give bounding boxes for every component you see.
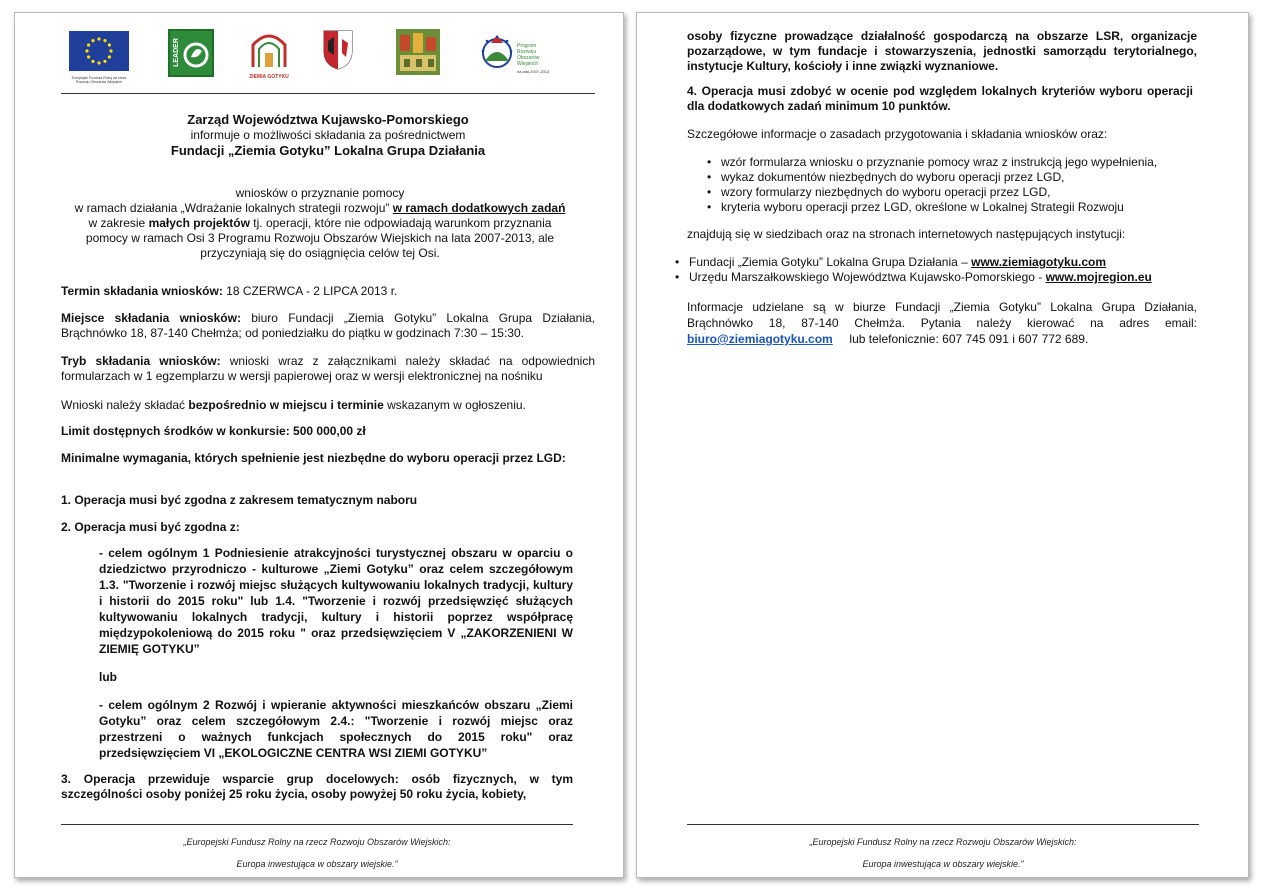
institutions-list	[671, 255, 1197, 285]
intro-scope-desc: tj. operacji, które nie odpowiadają warunkom przyznania	[253, 216, 552, 230]
info-intro: Szczegółowe informacje o zasadach przygotowania i składania wniosków oraz:	[687, 127, 1108, 141]
header-rule	[61, 93, 595, 94]
leader-logo-text: LEADER	[172, 38, 180, 67]
ziemiagotyku-link[interactable]: www.ziemiagotyku.com	[971, 255, 1107, 269]
document-page-2	[636, 12, 1249, 878]
ziemia-gotyku-logo-text: ZIEMIA GOTYKU	[249, 74, 289, 80]
intro-line-1: wniosków o przyznanie pomocy	[235, 186, 405, 200]
header-organization: Fundacji „Ziemia Gotyku” Lokalna Grupa Działania	[170, 143, 486, 158]
miejsce-paragraph	[61, 311, 595, 341]
eu-flag-logo	[69, 31, 129, 84]
requirement-1: 1. Operacja musi być zgodna z zakresem tematycznym naboru	[61, 493, 418, 507]
materials-list-item: • wykaz dokumentów niezbędnych do wyboru operacji przez LGD,	[703, 170, 1197, 185]
intro-line-2	[45, 201, 595, 216]
termin-label: Termin składania wniosków:	[61, 284, 223, 298]
tryb-paragraph	[61, 354, 595, 384]
intro-scope-label: w zakresie	[88, 216, 146, 230]
intro-small-projects: małych projektów	[148, 216, 250, 230]
institution-1-name: Fundacji „Ziemia Gotyku” Lokalna Grupa Działania –	[689, 255, 968, 269]
contact-text: Informacje udzielane są w biurze Fundacji „Ziemia Gotyku” Lokalna Grupa Działania, Brąchnówko 18, 87-140 Chełmża. Pytania należy kierować na adres email:	[687, 300, 1197, 330]
requirement-3-continued: osoby fizyczne prowadzące działalność gospodarczą na obszarze LSR, organizacje pozarządowe, w tym fundacje i stowarzyszenia, jednostki samorządu terytorialnego, instytucje Kultury, kościoły i inne związki wyznaniowe.	[687, 29, 1197, 73]
goal-1: - celem ogólnym 1 Podniesienie atrakcyjności turystycznej obszaru w oparciu o dziedzictwo przyrodniczo - kulturowe „Ziemi Gotyku” oraz celem szczegółowym 1.3. "Tworzenie i rozwój miejsc służących kultywowaniu lokalnych tradycji, kultury i historii do 2015 roku" lub 1.4. "Tworzenie i rozwój przedsięwzięć służących kultywowaniu lokalnych tradycji, kultury i historii poprzez współpracę międzypokoleniową do 2015 roku " oraz przedsięwzięciem V „ZAKORZENIENI W ZIEMIĘ GOTYKU”	[99, 546, 573, 656]
intro-additional-tasks: w ramach dodatkowych zadań	[392, 201, 566, 215]
footer	[61, 837, 573, 869]
footer-line-2: Europa inwestująca w obszary wiejskie.”	[236, 859, 398, 869]
prow-logo-years: na lata 2007-2013	[517, 69, 550, 74]
requirement-3: 3. Operacja przewiduje wsparcie grup docelowych: osób fizycznych, w tym szczególności osoby poniżej 25 roku życia, osoby powyżej 50 roku życia, kobiety,	[61, 772, 573, 801]
header-subtitle: informuje o możliwości składania za pośrednictwem	[190, 128, 466, 142]
tryb-value: wnioski wraz z załącznikami należy składać na odpowiednich formularzach w 1 egzemplarzu w wersji papierowej oraz w wersji elektronicznej na nośniku	[61, 354, 596, 383]
voivodeship-coat-of-arms	[322, 29, 354, 73]
min-requirements: Minimalne wymagania, których spełnienie jest niezbędne do wyboru operacji przez LGD:	[61, 451, 566, 465]
miejsce-value: biuro Fundacji „Ziemia Gotyku” Lokalna Grupa Działania, Brąchnówko 18, 87-140 Chełmża; od poniedziałku do piątku w godzinach 7:30 – 15:30.	[61, 311, 596, 340]
region-building-logo	[396, 29, 440, 75]
goal-2: - celem ogólnym 2 Rozwój i wpieranie aktywności mieszkańców obszaru „Ziemi Gotyku” oraz celem szczegółowym 2.4.: "Tworzenie i rozwój miejsc oraz przestrzeni o ważnych funkcjach społecznych do 2015 roku" oraz przedsięwzięciem VI „EKOLOGICZNE CENTRA WSI ZIEMI GOTYKU”	[99, 698, 573, 760]
prow-program-logo	[477, 29, 551, 77]
wnioski-text-c: wskazanym w ogłoszeniu.	[387, 398, 526, 412]
wnioski-text-a: Wnioski należy składać	[61, 398, 186, 412]
wnioski-paragraph	[61, 398, 595, 413]
located-at: znajdują się w siedzibach oraz na stronach internetowych następujących instytucji:	[687, 227, 1126, 241]
footer-line-2: Europa inwestująca w obszary wiejskie.”	[862, 859, 1024, 869]
document-page-1	[14, 12, 624, 878]
institution-2-name: Urzędu Marszałkowskiego Województwa Kujawsko-Pomorskiego -	[689, 270, 1043, 284]
institution-item	[671, 255, 1197, 270]
footer-line-1: „Europejski Fundusz Rolny na rzecz Rozwoju Obszarów Wiejskich:	[809, 837, 1077, 847]
materials-list-item: • wzór formularza wniosku o przyznanie pomocy wraz z instrukcją jego wypełnienia,	[703, 155, 1197, 170]
miejsce-label: Miejsce składania wniosków:	[61, 311, 241, 325]
footer-rule	[687, 824, 1199, 825]
termin-value: 18 CZERWCA - 2 LIPCA 2013 r.	[226, 284, 398, 298]
requirement-2: 2. Operacja musi być zgodna z:	[61, 520, 240, 534]
tryb-label: Tryb składania wniosków:	[61, 354, 221, 368]
goal-or: lub	[99, 670, 117, 684]
contact-paragraph	[687, 299, 1197, 347]
materials-list	[703, 155, 1197, 215]
materials-list-item: • kryteria wyboru operacji przez LGD, określone w Lokalnej Strategii Rozwoju	[703, 200, 1197, 215]
intro-line-5: przyczyniają się do osiągnięcia celów tej Osi.	[200, 246, 440, 260]
mojregion-link[interactable]: www.mojregion.eu	[1045, 270, 1152, 284]
limit-paragraph: Limit dostępnych środków w konkursie: 500 000,00 zł	[61, 424, 366, 438]
requirement-4: 4. Operacja musi zdobyć w ocenie pod względem lokalnych kryteriów wyboru operacji dla dodatkowych zadań minimum 10 punktów.	[687, 84, 1193, 113]
intro-action-name: w ramach działania „Wdrażanie lokalnych strategii rozwoju”	[74, 201, 390, 215]
wnioski-text-b: bezpośrednio w miejscu i terminie	[188, 398, 384, 412]
materials-list-item: • wzory formularzy niezbędnych do wyboru operacji przez LGD,	[703, 185, 1197, 200]
leader-logo	[168, 29, 214, 77]
footer-rule	[61, 824, 573, 825]
eu-logo-caption: Europejski Fundusz Rolny na rzecz Rozwoju Obszarów Wiejskich	[71, 76, 127, 84]
ziemia-gotyku-logo	[247, 31, 291, 80]
intro-line-3	[45, 216, 595, 231]
footer	[687, 837, 1199, 869]
termin-paragraph	[61, 284, 595, 299]
footer-line-1: „Europejski Fundusz Rolny na rzecz Rozwoju Obszarów Wiejskich:	[183, 837, 451, 847]
intro-line-4: pomocy w ramach Osi 3 Programu Rozwoju Obszarów Wiejskich na lata 2007-2013, ale	[85, 231, 555, 245]
phone-text: lub telefonicznie: 607 745 091 i 607 772 689.	[849, 332, 1089, 346]
institution-item	[671, 270, 1197, 285]
email-link[interactable]: biuro@ziemiagotyku.com	[687, 332, 833, 346]
prow-logo-text: Program Rozwoju Obszarów Wiejskich	[517, 43, 540, 67]
header-title: Zarząd Województwa Kujawsko-Pomorskiego	[187, 112, 469, 127]
